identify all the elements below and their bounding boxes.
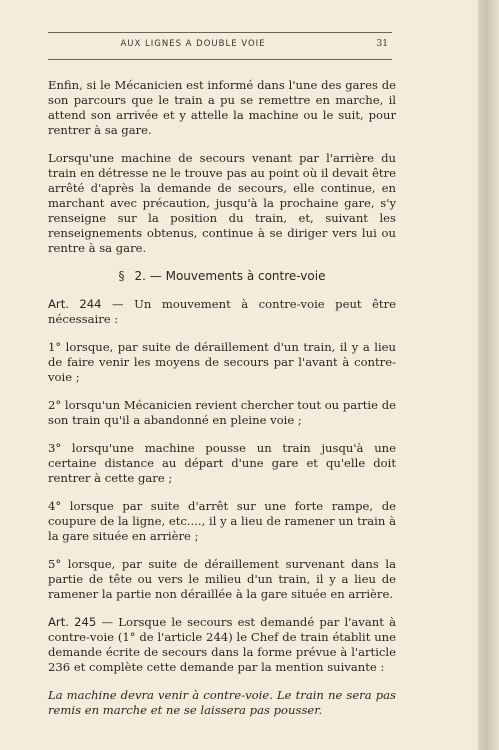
section-title: 2. — Mouvements à contre-voie bbox=[134, 269, 326, 283]
list-item: 2° lorsqu'un Mécanicien revient chercher tout ou partie de son train qu'il a abandonné en pleine voie ; bbox=[48, 398, 396, 427]
running-header bbox=[48, 32, 392, 60]
mention-text: La machine devra venir à contre-voie. Le train ne sera pas remis en marche et ne se laissera pas pousser. bbox=[48, 688, 396, 717]
paragraph: Enfin, si le Mécanicien est informé dans l'une des gares de son parcours que le train a pu se remettre en marche, il attend son arrivée et y attelle la machine ou le suit, pour rentrer à sa gare. bbox=[48, 78, 396, 137]
section-symbol: § bbox=[118, 269, 125, 283]
header-title: AUX LIGNES A DOUBLE VOIE bbox=[120, 39, 266, 49]
list-item: 4° lorsque par suite d'arrêt sur une forte rampe, de coupure de la ligne, etc...., il y a lieu de ramener un train à la gare située en arrière ; bbox=[48, 499, 396, 543]
list-item: 3° lorsqu'une machine pousse un train jusqu'à une certaine distance au départ d'une gare et qu'elle doit rentrer à cette gare ; bbox=[48, 441, 396, 485]
paragraph: Lorsqu'une machine de secours venant par l'arrière du train en détresse ne le trouve pas au point où il devait être arrêté d'après la demande de secours, elle continue, en marchant avec précaution, jusqu'à la prochaine gare, s'y renseigne sur la position du train, et, suivant les renseignements obtenus, continue à se diriger vers lui ou rentre à sa gare. bbox=[48, 151, 396, 255]
article-label: Art. 245 bbox=[48, 615, 97, 629]
article-text: — Lorsque le secours est demandé par l'avant à contre-voie (1° de l'article 244) le Chef de train établit une demande écrite de secours dans la forme prévue à l'article 236 et complète cette demande par la mention suivante : bbox=[48, 615, 396, 674]
list-item: 1° lorsque, par suite de déraillement d'un train, il y a lieu de faire venir les moyens de secours par l'avant à contre-voie ; bbox=[48, 340, 396, 384]
page-edge bbox=[478, 0, 499, 750]
page-number: 31 bbox=[376, 39, 388, 49]
article-paragraph bbox=[48, 297, 396, 327]
list-item: 5° lorsque, par suite de déraillement survenant dans la partie de tête ou vers le milieu d'un train, il y a lieu de ramener la partie non déraillée à la gare située en arrière. bbox=[48, 557, 396, 601]
article-paragraph bbox=[48, 615, 396, 675]
article-text: — Un mouvement à contre-voie peut être nécessaire : bbox=[48, 297, 396, 326]
section-heading bbox=[48, 269, 396, 284]
page-body bbox=[48, 78, 396, 731]
article-label: Art. 244 bbox=[48, 297, 102, 311]
